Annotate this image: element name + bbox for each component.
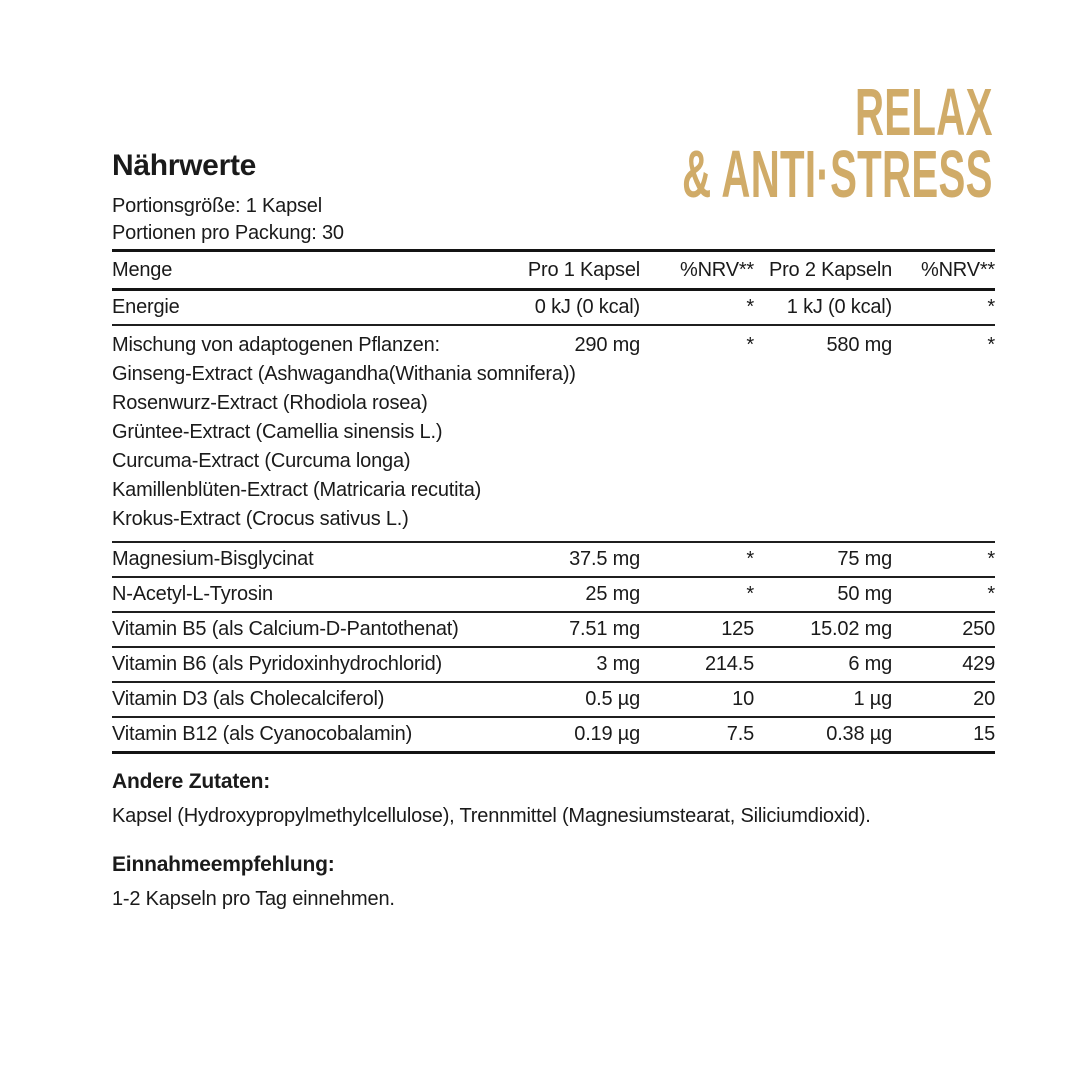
adaptogen-blend-main — [112, 331, 995, 360]
header-block — [112, 150, 344, 247]
value-per-2-capsules: 50 mg — [837, 583, 892, 605]
servings-per-pack: Portionen pro Packung: 30 — [112, 222, 344, 244]
brand-logo-line-1: RELAX — [855, 75, 993, 150]
ingredient-sub-item: Rosenwurz-Extract (Rhodiola rosea) — [112, 392, 428, 414]
dosage-section — [112, 853, 395, 912]
value-per-2-capsules: 75 mg — [837, 548, 892, 570]
value-nrv-2: * — [987, 334, 995, 356]
value-per-1-capsule: 7.51 mg — [569, 618, 640, 640]
value-per-2-capsules: 0.38 µg — [826, 723, 892, 745]
column-header-per-2-capsules: Pro 2 Kapseln — [768, 258, 892, 281]
value-per-2-capsules: 15.02 mg — [810, 618, 892, 640]
other-ingredients-text: Kapsel (Hydroxypropylmethylcellulose), Trennmittel (Magnesiumstearat, Siliciumdioxid). — [112, 805, 871, 827]
value-per-1-capsule: 25 mg — [585, 583, 640, 605]
dosage-text: 1-2 Kapseln pro Tag einnehmen. — [112, 888, 395, 910]
value-per-2-capsules: 1 µg — [853, 688, 892, 710]
ingredient-sub-item: Krokus-Extract (Crocus sativus L.) — [112, 508, 409, 530]
row-label: Vitamin B5 (als Calcium-D-Pantothenat) — [112, 618, 459, 640]
value-per-1-capsule: 0.5 µg — [585, 688, 640, 710]
row-label: Vitamin B6 (als Pyridoxinhydrochlorid) — [112, 653, 442, 675]
value-nrv-1: 214.5 — [704, 653, 754, 675]
table-row-vitamin-b12 — [112, 718, 995, 754]
value-per-1-capsule: 0 kJ (0 kcal) — [534, 296, 640, 318]
nutrition-table — [112, 249, 995, 754]
row-label: N-Acetyl-L-Tyrosin — [112, 583, 273, 605]
table-row-vitamin-b5 — [112, 613, 995, 648]
ingredient-sub-item: Grüntee-Extract (Camellia sinensis L.) — [112, 421, 443, 443]
ingredient-sub-item: Kamillenblüten-Extract (Matricaria recutita) — [112, 479, 482, 501]
value-nrv-1: 7.5 — [726, 723, 754, 745]
value-nrv-1: * — [746, 548, 754, 570]
value-nrv-2: * — [987, 548, 995, 570]
value-nrv-1: 10 — [732, 688, 754, 710]
dosage-title: Einnahmeempfehlung: — [112, 853, 335, 876]
value-per-1-capsule: 3 mg — [596, 653, 640, 675]
value-per-1-capsule: 37.5 mg — [569, 548, 640, 570]
value-per-2-capsules: 580 mg — [826, 334, 892, 356]
table-row-vitamin-d3 — [112, 683, 995, 718]
column-header-per-1-capsule: Pro 1 Kapsel — [527, 258, 640, 281]
value-nrv-1: 125 — [721, 618, 754, 640]
row-label: Vitamin D3 (als Cholecalciferol) — [112, 688, 385, 710]
value-per-1-capsule: 0.19 µg — [574, 723, 640, 745]
brand-logo-line-2: & ANTI·STRESS — [682, 137, 993, 212]
value-nrv-2: 20 — [973, 688, 995, 710]
value-nrv-1: * — [746, 334, 754, 356]
value-nrv-1: * — [746, 583, 754, 605]
table-row-vitamin-b6 — [112, 648, 995, 683]
value-nrv-1: * — [746, 296, 754, 318]
other-ingredients-title: Andere Zutaten: — [112, 770, 271, 793]
column-header-nrv-2: %NRV** — [920, 258, 995, 281]
value-per-1-capsule: 290 mg — [574, 334, 640, 356]
value-per-2-capsules: 6 mg — [848, 653, 892, 675]
value-per-2-capsules: 1 kJ (0 kcal) — [786, 296, 892, 318]
ingredient-sub-item: Ginseng-Extract (Ashwagandha(Withania somnifera)) — [112, 363, 576, 385]
table-row-energy — [112, 291, 995, 326]
table-row-adaptogen-blend — [112, 326, 995, 543]
value-nrv-2: 429 — [962, 653, 995, 675]
column-header-amount: Menge — [112, 258, 173, 281]
column-header-nrv-1: %NRV** — [679, 258, 754, 281]
row-label: Mischung von adaptogenen Pflanzen: — [112, 334, 440, 356]
row-label: Vitamin B12 (als Cyanocobalamin) — [112, 723, 413, 745]
row-label: Magnesium-Bisglycinat — [112, 548, 314, 570]
brand-logo — [475, 75, 993, 212]
value-nrv-2: * — [987, 583, 995, 605]
other-ingredients-section — [112, 770, 871, 829]
ingredient-sub-item: Curcuma-Extract (Curcuma longa) — [112, 450, 411, 472]
page-title: Nährwerte — [112, 149, 257, 182]
value-nrv-2: 15 — [973, 723, 995, 745]
table-row-tyrosin — [112, 578, 995, 613]
value-nrv-2: * — [987, 296, 995, 318]
row-label: Energie — [112, 296, 180, 318]
table-row-magnesium — [112, 543, 995, 578]
value-nrv-2: 250 — [962, 618, 995, 640]
serving-size: Portionsgröße: 1 Kapsel — [112, 195, 322, 217]
table-header-row — [112, 252, 995, 291]
